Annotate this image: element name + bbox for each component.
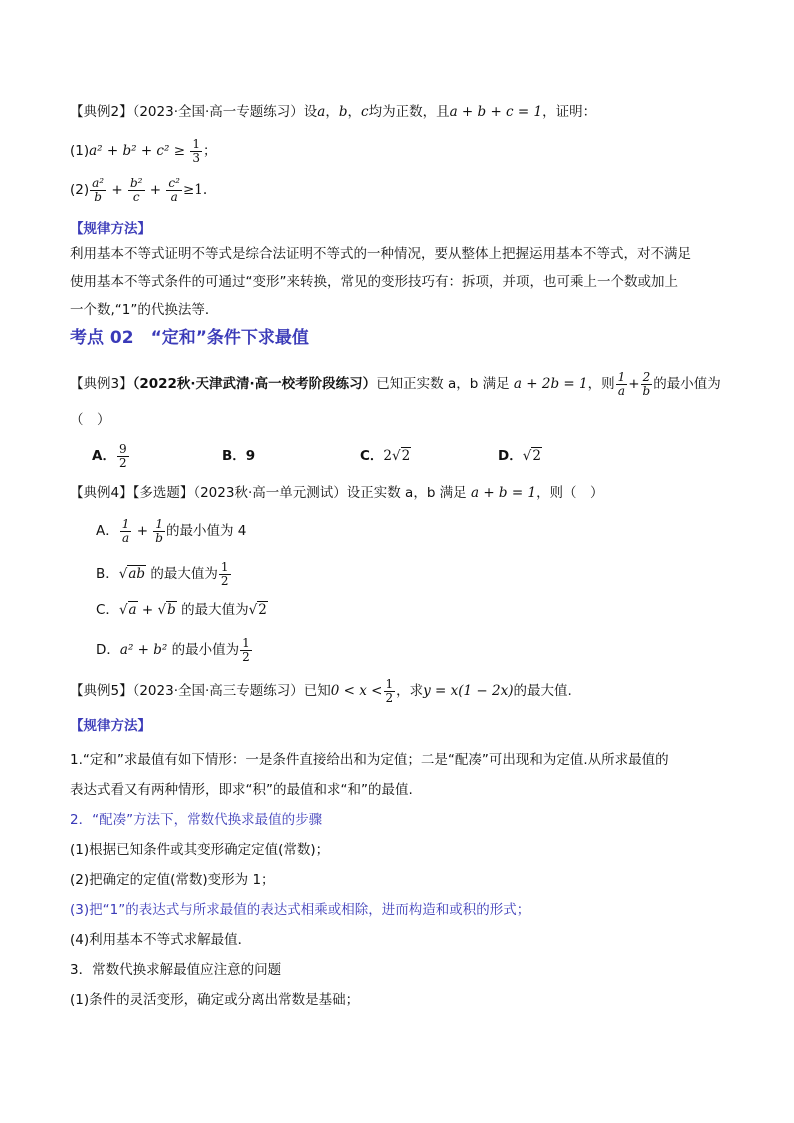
operator: + [628,376,640,392]
question-text: 的最大值. [513,683,572,699]
fraction [128,177,145,204]
numerator: 1 [220,559,229,574]
radicand: a [128,602,137,618]
example-source: （2022秋·天津武清·高一校考阶段练习） [132,376,377,392]
example-tag: 【典例5】 [70,683,133,699]
method-line: (1)根据已知条件或其变形确定定值(常数)； [70,842,330,858]
var-a: a [317,104,326,120]
part-label: (2) [70,182,90,198]
fraction [166,177,182,204]
option-b[interactable] [96,557,232,591]
fraction [616,371,628,398]
method-line: 3．常数代换求解最值应注意的问题 [70,962,282,978]
method-text [70,745,720,1015]
question-text: ，则（ ） [536,485,604,501]
example-source: （2023·全国·高一专题练习） [132,104,304,120]
sqrt-expression: √ab [118,566,146,582]
method-line: (2)把确定的定值(常数)变形为 1； [70,872,275,888]
radicand: 2 [258,602,267,618]
condition-formula: a + 2b = 1 [513,376,588,392]
method-line: 利用基本不等式证明不等式是综合法证明不等式的一种情况，要从整体上把握运用基本不等式，对不满足 [70,246,691,262]
question-text: ，证明： [542,104,597,120]
fraction [120,518,132,545]
method-line: (4)利用基本不等式求解最值． [70,932,252,948]
option-text: 的最大值为 [150,566,218,582]
denominator: a [121,530,130,545]
method-line: (3)把“1”的表达式与所求最值的表达式相乘或相除，进而构造和或积的形式； [70,902,531,918]
section-title: 考点 02 “定和”条件下求最值 [70,328,309,348]
option-label: A． [92,448,116,464]
example-3-options [92,440,628,472]
example-2-part-1 [70,136,216,166]
part-label: (1) [70,143,90,159]
fraction [384,678,396,705]
var-c: c [361,104,369,120]
question-text: 已知 [303,683,331,699]
numerator: a² [92,175,105,190]
question-text: 设正实数 a，b 满足 [346,485,467,501]
question-text: ，求 [396,683,424,699]
example-3-question [70,370,721,398]
option-label: C． [360,448,384,464]
numerator: 1 [121,516,130,531]
separator: ， [347,104,362,120]
denominator: 3 [192,150,200,165]
condition-formula: 0 < x < [330,683,383,699]
option-d[interactable] [498,440,628,472]
option-d[interactable] [96,633,253,667]
question-text: 均为正数，且 [368,104,450,120]
example-5-question [70,675,572,707]
example-4-question [70,483,604,503]
option-c[interactable] [360,440,498,472]
denominator: 2 [385,690,394,705]
denominator: 2 [242,649,250,664]
method-line: 使用基本不等式条件的可通过“变形”来转换，常见的变形技巧有：拆项，并项，也可乘上一个数或加上 [70,274,678,290]
method-heading: 【规律方法】 [70,718,151,734]
fraction [641,371,653,398]
sqrt-expression: √2 [522,448,541,464]
denominator: b [642,383,651,398]
punctuation: ； [202,143,217,159]
fraction [153,518,165,545]
method-line: 一个数,“1”的代换法等． [70,302,219,318]
example-2-part-2: (2) $\frac{\text{a²}}{b}$ + $\frac{\text{b²}}{c}$ + $\frac{\text{c²}}{a}$ ≥1. [70,175,208,204]
example-tag: 【典例2】 [70,104,133,120]
numerator: 2 [642,369,651,384]
answer-paren: （ ） [70,412,111,428]
fraction [219,561,231,588]
condition-formula: a + b = 1 [470,485,537,501]
denominator: c [132,189,140,204]
option-a[interactable] [96,514,246,548]
function-formula: y = x(1 − 2x) [423,683,514,699]
sqrt-expression: √2 [248,602,267,618]
question-text: 设 [303,104,318,120]
option-label: D． [96,642,120,658]
method-line: (1)条件的灵活变形，确定或分离出常数是基础； [70,992,360,1008]
option-label: C． [96,602,119,618]
example-tag: 【典例3】 [70,376,133,392]
formula: a² + b² + c² ≥ [89,143,186,159]
numerator: 1 [385,676,394,691]
radicand: 2 [532,448,541,464]
question-text: 已知正实数 a，b 满足 [376,376,510,392]
fraction [117,443,129,470]
var-b: b [338,104,348,120]
example-2-question [70,102,596,122]
numerator: 1 [192,136,200,151]
fraction [240,637,252,664]
example-tag: 【典例4】 [70,485,133,501]
operator: + [141,602,154,618]
question-text: 的最小值为 [653,376,721,392]
separator: ， [325,104,339,120]
option-text: 的最小值为 4 [165,523,247,539]
option-label: D． [498,448,523,464]
method-line: 2．“配凑”方法下，常数代换求最值的步骤 [70,812,323,828]
operator: + [136,523,148,539]
sqrt-expression: √b [157,602,176,618]
option-text: 的最大值为 [181,602,249,618]
radicand: ab [128,566,146,582]
numerator: c² [168,175,180,190]
option-text: 的最小值为 [171,642,240,658]
denominator: 2 [220,573,229,588]
numerator: 1 [617,369,626,384]
fraction [190,138,202,165]
option-c[interactable] [96,597,268,623]
numerator: 1 [155,516,163,531]
denominator: a [617,383,625,398]
sqrt-expression: √a [118,602,137,618]
sqrt-expression: √2 [392,448,411,464]
question-text: ，则 [587,376,615,392]
numerator: 9 [118,441,127,456]
denominator: b [94,189,102,204]
option-label: A． [96,523,119,539]
method-heading: 【规律方法】 [70,221,151,237]
radicand: 2 [401,448,411,464]
formula: a² + b² [119,642,168,658]
numerator: b² [130,175,143,190]
numerator: 1 [242,635,250,650]
fraction [90,177,106,204]
formula-end: ≥1. [182,182,208,198]
denominator: 2 [118,455,127,470]
option-b[interactable]: B．9 [222,448,256,464]
radicand: b [167,602,176,618]
option-a[interactable] [92,440,222,472]
condition-formula: a + b + c = 1 [449,104,543,120]
coefficient: 2 [383,448,393,464]
method-line: 表达式看又有两种情形，即求“积”的最值和求“和”的最值. [70,782,413,798]
denominator: a [170,189,178,204]
example-source: （2023·全国·高三专题练习） [132,683,304,699]
option-label: B． [96,566,119,582]
method-text [70,240,720,324]
question-kind: 【多选题】 [132,485,194,501]
method-line: 1.“定和”求最值有如下情形：一是条件直接给出和为定值；二是“配凑”可出现和为定值.从所求最值的 [70,752,669,768]
denominator: b [155,530,163,545]
example-source: （2023秋·高一单元测试） [193,485,347,501]
